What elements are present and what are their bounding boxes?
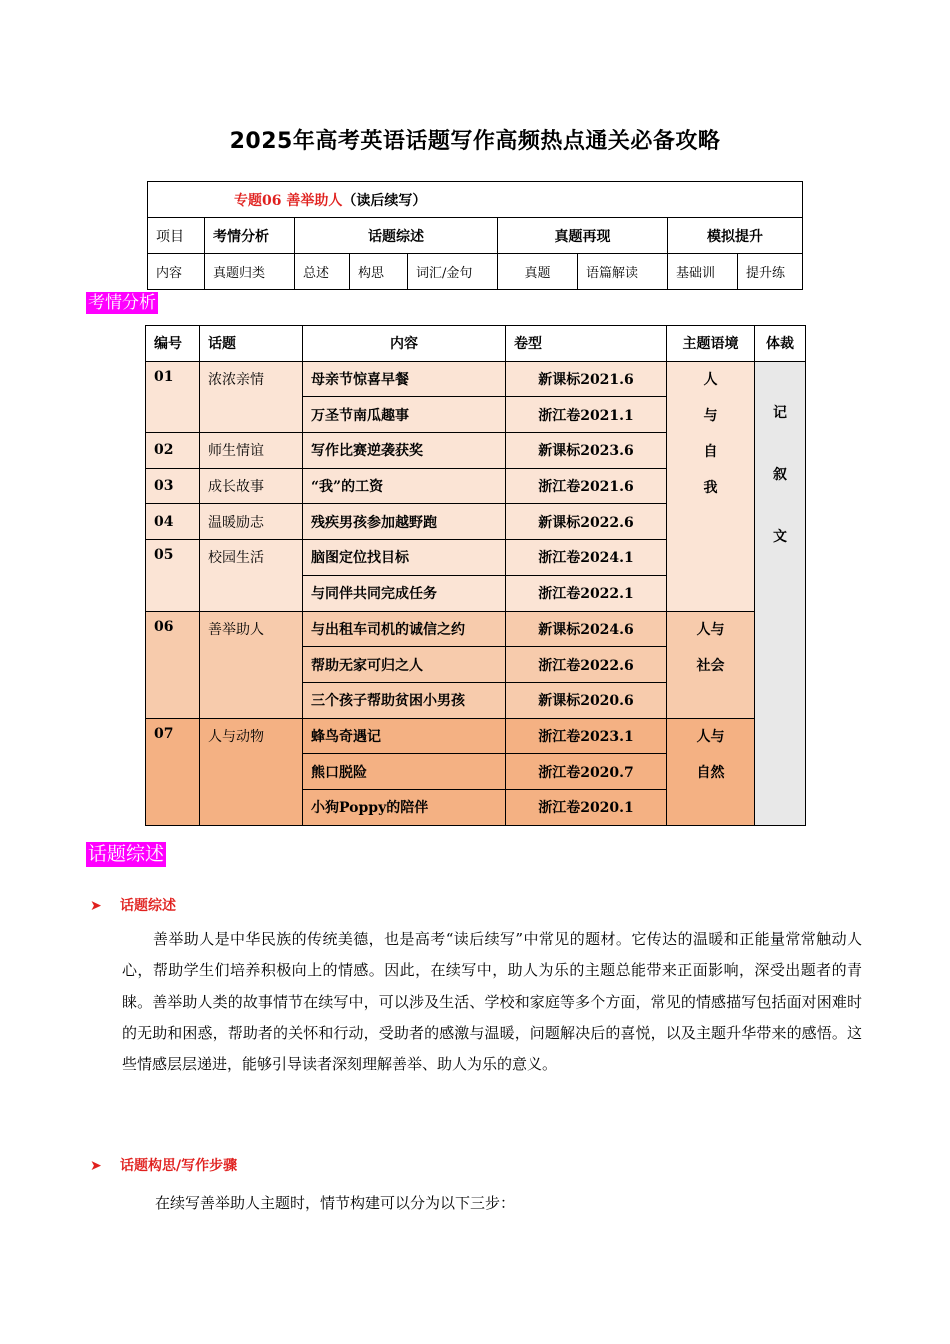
header-paper: 卷型: [506, 326, 667, 362]
nav-simulation: 模拟提升: [668, 218, 803, 254]
row-topic: 校园生活: [200, 540, 303, 611]
row-topic: 浓浓亲情: [200, 361, 303, 432]
theme-society-line: 人与: [696, 621, 725, 638]
overview-paragraph: 善举助人是中华民族的传统美德，也是高考“读后续写”中常见的题材。它传达的温暖和正能量常常触动人心，帮助学生们培养积极向上的情感。因此，在续写中，助人为乐的主题总能带来正面影响，深受出题者的青睐。善举助人类的故事情节在续写中，可以涉及生活、学校和家庭等多个方面，常见的情感描写包括面对困难时的无助和困惑，帮助者的关怀和行动，受助者的感激与温暖，问题解决后的喜悦，以及主题升华带来的感悟。这些情感层层递进，能够引导读者深刻理解善举、助人为乐的意义。: [122, 930, 862, 1074]
analysis-table: [145, 325, 806, 826]
row-content: 写作比赛逆袭获奖: [303, 433, 506, 469]
row-content: 熊口脱险: [303, 754, 506, 790]
navigation-table: [147, 181, 803, 290]
theme-nature-line: 人与: [696, 728, 725, 745]
row-paper: 浙江卷2022.6: [506, 647, 667, 683]
header-topic: 话题: [200, 326, 303, 362]
row-number: 04: [146, 504, 200, 540]
genre-cell: [755, 361, 806, 825]
row-number: 01: [146, 361, 200, 432]
theme-self-char: 人: [703, 371, 718, 388]
row-number: 06: [146, 611, 200, 718]
nav-conception: 构思: [350, 254, 408, 290]
row-paper: 新课标2021.6: [506, 361, 667, 397]
genre-char: 叙: [773, 466, 787, 483]
row-topic: 人与动物: [200, 718, 303, 825]
row-paper: 新课标2024.6: [506, 611, 667, 647]
steps-paragraph: 在续写善举助人主题时，情节构建可以分为以下三步：: [155, 1194, 516, 1212]
header-number: 编号: [146, 326, 200, 362]
theme-society-line: 社会: [696, 657, 725, 674]
nav-advanced-practice: 提升练: [738, 254, 803, 290]
section-label-overview: 话题综述: [88, 843, 165, 865]
theme-self-char: 自: [703, 443, 718, 460]
row-paper: 浙江卷2024.1: [506, 540, 667, 576]
table-row: [146, 718, 806, 754]
row-paper: 浙江卷2021.6: [506, 468, 667, 504]
row-number: 05: [146, 540, 200, 611]
row-content: 蜂鸟奇遇记: [303, 718, 506, 754]
row-topic: 成长故事: [200, 468, 303, 504]
bullet-overview: [90, 895, 176, 915]
row-content: 小狗Poppy的陪伴: [303, 789, 506, 825]
table-row: [146, 611, 806, 647]
theme-self-char: 与: [703, 407, 718, 424]
header-content: 内容: [303, 326, 506, 362]
topic-title: 专题06 善举助人: [234, 192, 343, 209]
row-paper: 浙江卷2020.1: [506, 789, 667, 825]
nav-vocabulary: 词汇/金句: [408, 254, 498, 290]
row-content: 残疾男孩参加越野跑: [303, 504, 506, 540]
theme-nature-line: 自然: [696, 764, 725, 781]
arrow-bullet-icon: ➤: [90, 898, 102, 914]
row-paper: 浙江卷2021.1: [506, 397, 667, 433]
bullet-steps-text: 话题构思/写作步骤: [120, 1158, 238, 1174]
document-title: 2025年高考英语话题写作高频热点通关必备攻略: [229, 129, 721, 154]
nav-exam: 真题: [498, 254, 578, 290]
row-number: 07: [146, 718, 200, 825]
genre-char: 记: [773, 404, 787, 421]
nav-summary: 总述: [295, 254, 350, 290]
theme-nature-cell: [667, 718, 755, 825]
row-content: 与同伴共同完成任务: [303, 575, 506, 611]
header-genre: 体裁: [755, 326, 806, 362]
topic-cell: [148, 182, 803, 218]
bullet-overview-text: 话题综述: [120, 898, 176, 914]
row-topic: 善举助人: [200, 611, 303, 718]
row-paper: 浙江卷2022.1: [506, 575, 667, 611]
row-paper: 新课标2022.6: [506, 504, 667, 540]
nav-passage-reading: 语篇解读: [578, 254, 668, 290]
topic-subtitle: （读后续写）: [342, 192, 427, 209]
table-row: [146, 361, 806, 397]
nav-classification: 真题归类: [205, 254, 295, 290]
row-number: 02: [146, 433, 200, 469]
row-content: 脑图定位找目标: [303, 540, 506, 576]
row-topic: 师生情谊: [200, 433, 303, 469]
row-paper: 新课标2023.6: [506, 433, 667, 469]
nav-content-label: 内容: [148, 254, 205, 290]
row-paper: 浙江卷2020.7: [506, 754, 667, 790]
row-content: 三个孩子帮助贫困小男孩: [303, 682, 506, 718]
row-paper: 新课标2020.6: [506, 682, 667, 718]
nav-basic-training: 基础训: [668, 254, 738, 290]
genre-char: 文: [773, 528, 787, 545]
nav-analysis: 考情分析: [205, 218, 295, 254]
row-content: 母亲节惊喜早餐: [303, 361, 506, 397]
row-content: 与出租车司机的诚信之约: [303, 611, 506, 647]
row-topic: 温暖励志: [200, 504, 303, 540]
theme-self-char: 我: [703, 479, 718, 496]
row-number: 03: [146, 468, 200, 504]
theme-self-cell: [667, 361, 755, 611]
nav-item-label: 项目: [148, 218, 205, 254]
row-content: 帮助无家可归之人: [303, 647, 506, 683]
row-content: “我”的工资: [303, 468, 506, 504]
section-label-analysis: 考情分析: [88, 293, 156, 313]
nav-overview: 话题综述: [295, 218, 498, 254]
bullet-steps: [90, 1155, 237, 1175]
arrow-bullet-icon: ➤: [90, 1158, 102, 1174]
nav-real-exam: 真题再现: [498, 218, 668, 254]
row-paper: 浙江卷2023.1: [506, 718, 667, 754]
header-context: 主题语境: [667, 326, 755, 362]
theme-society-cell: [667, 611, 755, 718]
row-content: 万圣节南瓜趣事: [303, 397, 506, 433]
